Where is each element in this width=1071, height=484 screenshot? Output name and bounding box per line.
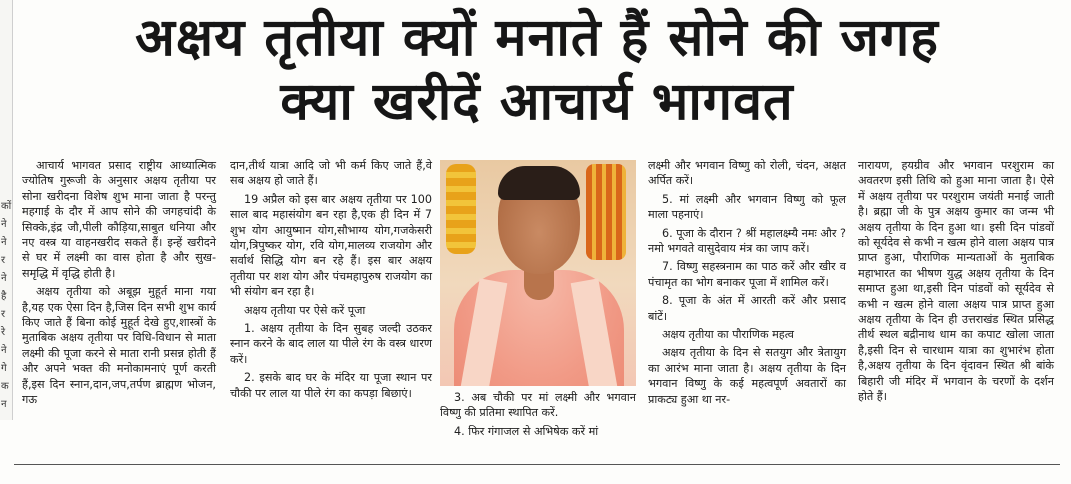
hair	[498, 166, 580, 200]
list-item: 1. अक्षय तृतीया के दिन सुबह जल्दी उठकर स्नान करने के बाद लाल या पीले रंग के वस्त्र धारण करें।	[230, 322, 432, 366]
list-item: 3. अब चौकी पर मां लक्ष्मी और भगवान विष्णु की प्रतिमा स्थापित करें.	[440, 391, 636, 420]
paragraph: दान,तीर्थ यात्रा आदि जो भी कर्म किए जाते हैं,वे सब अक्षय हो जाते हैं।	[230, 159, 432, 188]
subheading-puja-vidhi: अक्षय तृतीया पर ऐसे करें पूजा	[244, 303, 366, 317]
headline-line-2: क्या खरीदें आचार्य भागवत	[280, 72, 794, 132]
adjacent-column-fragment	[0, 0, 13, 420]
column-2	[230, 158, 432, 404]
column-3	[440, 390, 636, 442]
edge-word: क	[1, 381, 9, 392]
edge-word: न	[1, 399, 7, 410]
paragraph: अक्षय तृतीया के दिन से सतयुग और त्रेतायुग का आरंभ माना जाता है। अक्षय तृतीया के दिन भगवान विष्णु के कई महत्वपूर्ण अवतारों का प्राकट्य हुआ था नर-	[648, 346, 846, 406]
edge-word: ने	[1, 345, 7, 356]
edge-word: र	[1, 255, 6, 266]
list-item: 4. फिर गंगाजल से अभिषेक करें मां	[454, 424, 599, 438]
edge-word: कों	[1, 201, 12, 212]
list-item: 6. पूजा के दौरान ? श्रीं महालक्ष्म्यै नमः और ? नमो भगवते वासुदेवाय मंत्र का जाप करें।	[648, 226, 846, 256]
edge-word: ने	[1, 219, 7, 230]
headline	[14, 6, 1060, 134]
edge-word: ने	[1, 273, 7, 284]
edge-word: रे	[1, 327, 6, 338]
edge-word: ने	[1, 237, 7, 248]
marigold-garland	[586, 164, 626, 260]
column-4	[648, 158, 846, 410]
list-item: 8. पूजा के अंत में आरती करें और प्रसाद बांटें।	[648, 294, 846, 323]
edge-word: है	[1, 291, 7, 302]
list-item: 2. इसके बाद घर के मंदिर या पूजा स्थान पर चौकी पर लाल या पीले रंग का कपड़ा बिछाएं।	[230, 371, 432, 400]
paragraph: अक्षय तृतीया को अबूझ मुहूर्त माना गया है,यह एक ऐसा दिन है,जिस दिन सभी शुभ कार्य किए जाते हैं बिना कोई मुहूर्त देखे हुए,शास्त्रों के मुताबिक अक्षय तृतीया पर विधि-विधान से माता लक्ष्मी की पूजा करने से माता रानी प्रसन्न होती हैं और अपने भक्त की मनोकामनाएं पूर्ण करती हैं,इस दिन स्नान,दान,जप,तर्पण ब्राह्मण भोजन, गऊ	[22, 285, 216, 407]
paragraph: लक्ष्मी और भगवान विष्णु को रोली, चंदन, अक्षत अर्पित करें।	[648, 159, 846, 188]
list-item: 7. विष्णु सहस्त्रनाम का पाठ करें और खीर व पंचामृत का भोग बनाकर पूजा में शामिल करें।	[648, 260, 846, 289]
bottom-rule	[14, 464, 1060, 465]
paragraph: आचार्य भागवत प्रसाद राष्ट्रीय आध्यात्मिक ज्योतिष गुरूजी के अनुसार अक्षय तृतीया पर सोना खरीदना विशेष शुभ माना जाता है परन्तु महगाई के दौर में आप सोने की जगहचांदी के सिक्के,इंद्र जौ,पीली कौड़िया,साबुत धनिया और नए वस्त्र या वाहनखरीद सकते हैं। इन्हें खरीदने से घर में लक्ष्मी का वास होता है और सुख-समृद्धि में वृद्धि होती है।	[22, 159, 216, 280]
headline-line-1: अक्षय तृतीया क्यों मनाते हैं सोने की जगह	[135, 8, 939, 68]
subheading-pauranik-mahatva: अक्षय तृतीया का पौराणिक महत्व	[662, 328, 794, 342]
edge-word: र	[1, 309, 6, 320]
edge-word: गे	[1, 363, 7, 374]
list-item: 5. मां लक्ष्मी और भगवान विष्णु को फूल माला पहनाएं।	[648, 192, 846, 222]
paragraph: नारायण, हयग्रीव और भगवान परशुराम का अवतरण इसी तिथि को हुआ माना जाता है। ऐसे में अक्षय तृतीया पर परशुराम जयंती मनाई जाती है। ब्रह्मा जी के पुत्र अक्षय कुमार का जन्म भी अक्षय तृतीया के दिन हुआ था। इसी दिन पांडवों को सूर्यदेव से कभी न खत्म होने वाला अक्षय पात्र प्राप्त हुआ, पौराणिक मान्यताओं के मुताबिक महाभारत का भीषण युद्ध अक्षय तृतीया के दिन समाप्त हुआ था,इसी दिन पांडवों को सूर्यदेव से कभी न खत्म होने वाला अक्षय पात्र प्राप्त हुआ अक्षय तृतीया के दिन ही उत्तराखंड स्थित प्रसिद्ध तीर्थ स्थल बद्रीनाथ धाम का कपाट खोला जाता है,इसी दिन से चारधाम यात्रा का शुभारंभ होता है,अक्षय तृतीया के दिन वृंदावन स्थित श्री बांके बिहारी जी मंदिर में भगवान के चरणों के दर्शन होते हैं।	[858, 159, 1054, 404]
paragraph: 19 अप्रैल को इस बार अक्षय तृतीया पर 100 साल बाद महासंयोग बन रहा है,एक ही दिन में 7 शुभ योग आयुष्मान योग,सौभाग्य योग,गजकेसरी योग,त्रिपुष्कर योग, रवि योग,मालव्य राजयोग और सर्वार्थ सिद्धि योग बन रहे हैं। इस बार अक्षय तृतीया पर शश योग और पंचमहापुरुष राजयोग का भी संयोग बन रहा है।	[230, 192, 432, 299]
acharya-portrait-photo	[440, 160, 636, 386]
column-5	[858, 158, 1054, 408]
marigold-garland	[446, 164, 476, 254]
column-1	[22, 158, 216, 411]
